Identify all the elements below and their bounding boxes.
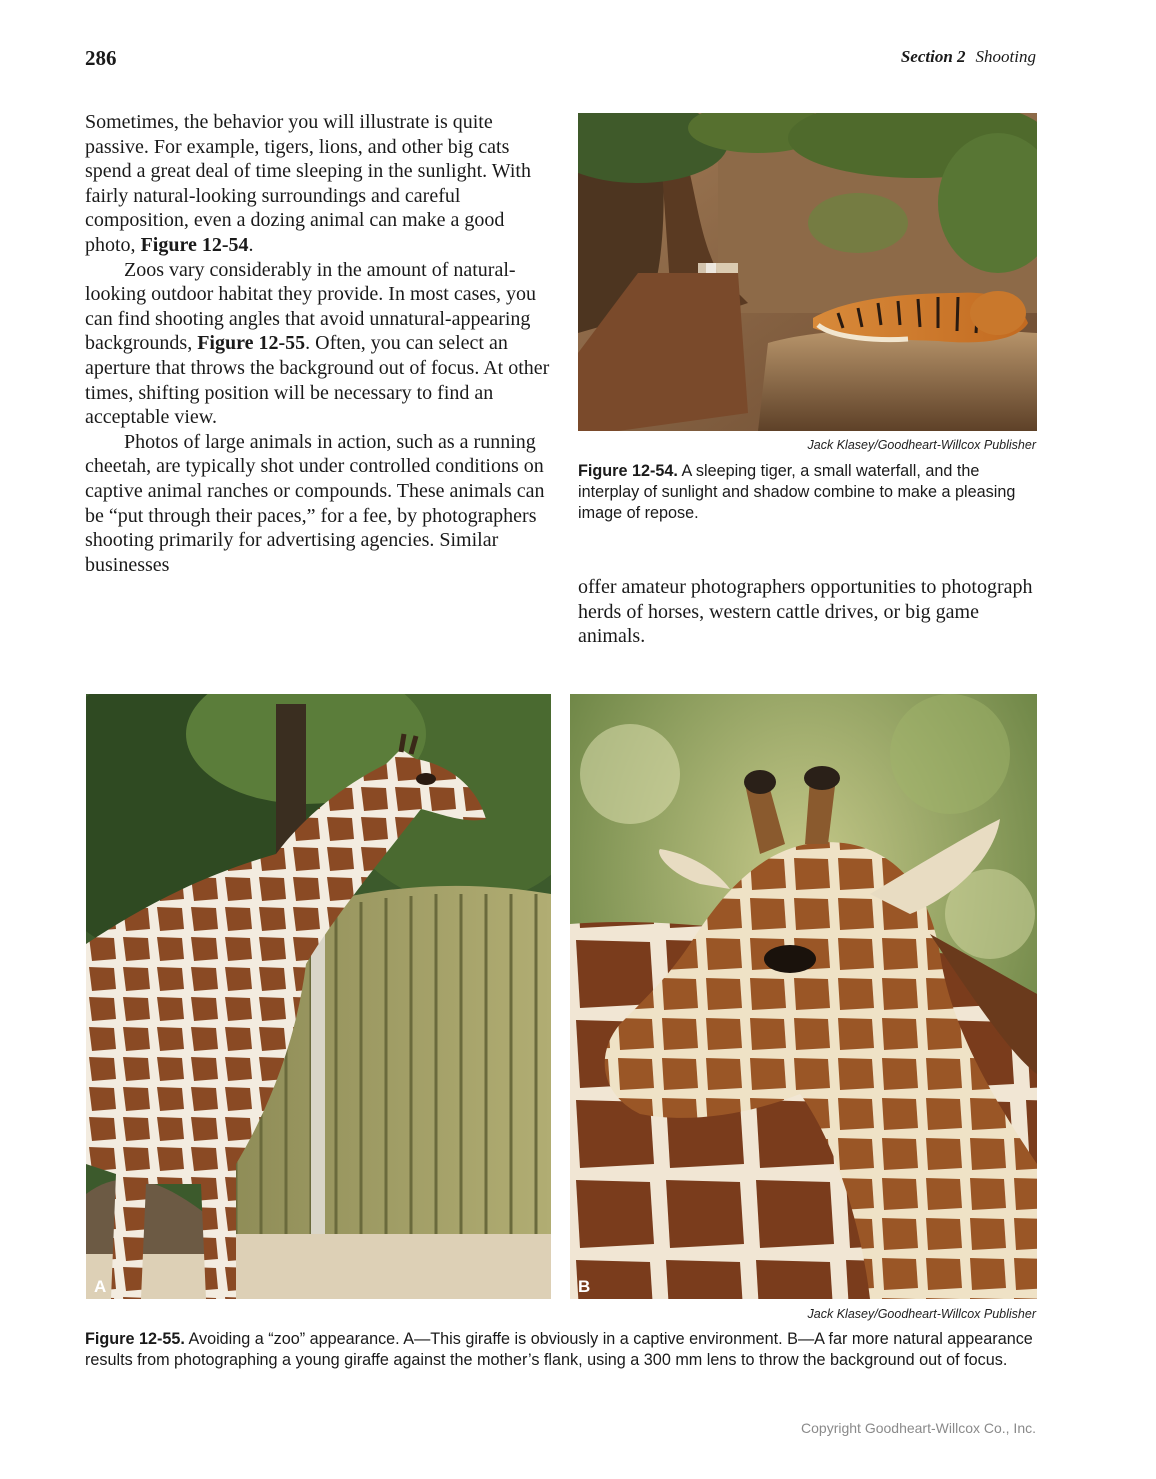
section-label: Section 2 [900,47,966,66]
section-title: Shooting [975,47,1036,66]
figure-12-54-caption-text: A sleeping tiger, a small waterfall, and the interplay of sunlight and shadow combine to make a pleasing image of repose. [578,462,1016,522]
paragraph-continued: offer amateur photographers opportunities to photograph herds of horses, western cattle drives, or big game animals. [578,576,1033,648]
panel-letter-a: A [94,1277,107,1296]
left-column-text [85,110,555,577]
panel-letter-b: B [578,1277,591,1296]
copyright-notice: Copyright Goodheart-Willcox Co., Inc. [801,1420,1036,1436]
figure-12-55-caption-text: Avoiding a “zoo” appearance. A—This giraffe is obviously in a captive environment. B—A far more natural appearance results from photographing a young giraffe against the mother’s flank, using a 300 mm lens to throw the background out of focus. [85,1330,1033,1369]
paragraph-3: Photos of large animals in action, such as a running cheetah, are typically shot under controlled conditions on captive animal ranches or compounds. These animals can be “put through their paces,” for a fee, by photographers shooting primarily for advertising agencies. Similar businesses [85,430,545,576]
paragraph-1-text: Sometimes, the behavior you will illustrate is quite passive. For example, tigers, lions, and other big cats spend a great deal of time sleeping in the sunlight. With fairly natural-looking surroundings and careful composition, even a dozing animal can make a good photo, [85,111,531,256]
paragraph-1-end: . [248,233,254,256]
paragraph-1 [85,110,555,258]
figure-12-54-caption [578,461,1038,524]
figure-12-55-credit: Jack Klasey/Goodheart-Willcox Publisher [807,1307,1036,1321]
tiger-photo [578,113,1037,431]
figure-ref-12-55: Figure 12-55 [197,332,306,355]
paragraph-2-end: . Often, you can select an aperture that throws the background out of focus. At other times, shifting position will be necessary to find an acceptable view. [85,332,550,429]
page-number: 286 [85,46,117,70]
paragraph-2-text: Zoos vary considerably in the amount of natural-looking outdoor habitat they provide. In most cases, you can find shooting angles that avoid unnatural-appearing backgrounds, [85,258,537,355]
figure-12-55-caption [85,1329,1040,1371]
running-head [901,47,1036,67]
giraffe-closeup-photo [570,694,1037,1299]
figure-12-54-label: Figure 12-54. [578,462,678,480]
giraffe-fence-photo [86,694,551,1299]
figure-ref-12-54: Figure 12-54 [140,233,249,256]
figure-12-54-credit: Jack Klasey/Goodheart-Willcox Publisher [807,438,1036,452]
right-column-text [578,575,1038,649]
figure-12-55-label: Figure 12-55. [85,1330,185,1348]
paragraph-2 [85,258,555,430]
